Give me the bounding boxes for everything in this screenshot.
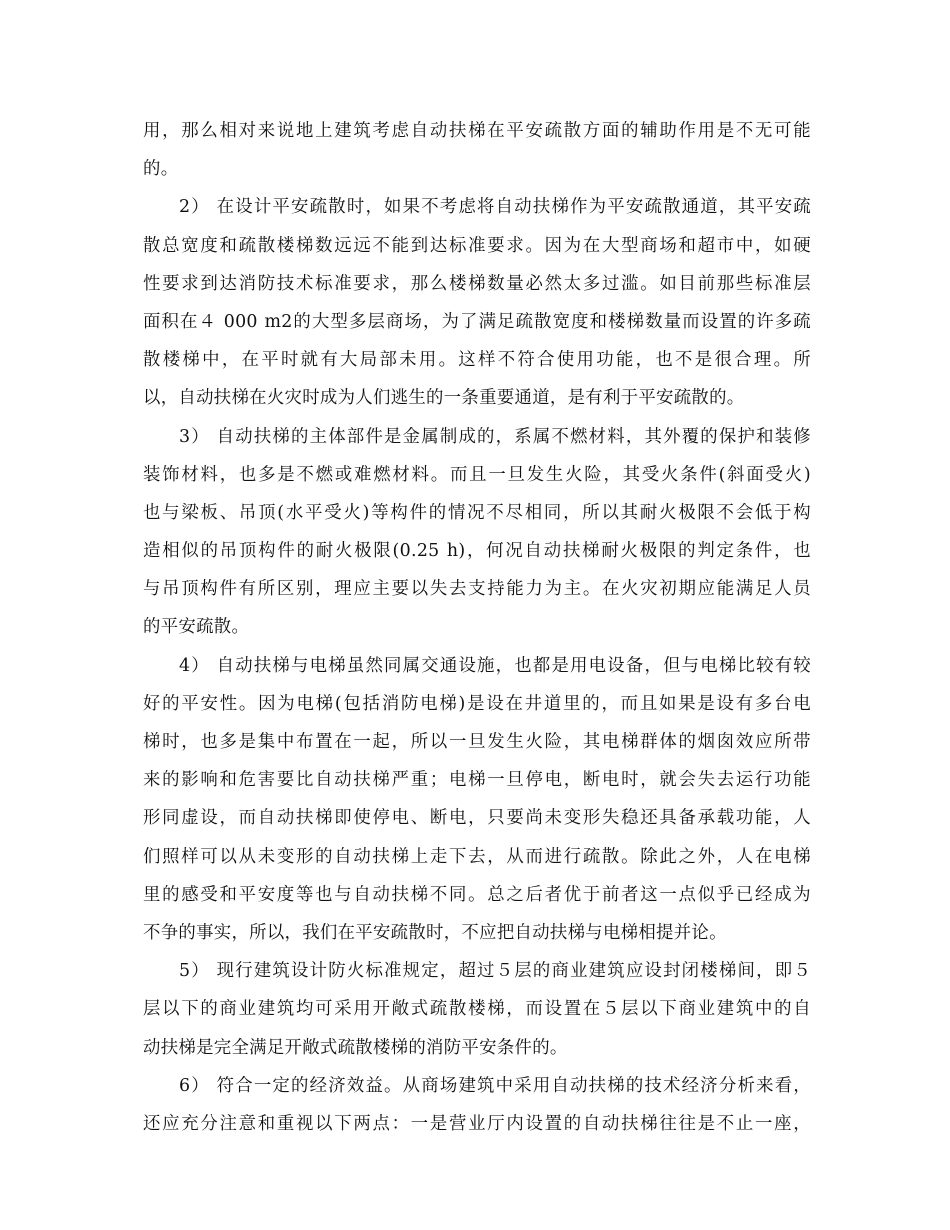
text-line: 散总宽度和疏散楼梯数远远不能到达标准要求。因为在大型商场和超市中，如硬 bbox=[143, 235, 811, 256]
text-line: 以，自动扶梯在火灾时成为人们逃生的一条重要通道，是有利于平安疏散的。 bbox=[143, 388, 745, 409]
text-line: 梯时，也多是集中布置在一起，所以一旦发生火险，其电梯群体的烟囱效应所带 bbox=[143, 732, 811, 752]
text-line: 装饰材料，也多是不燃或难燃材料。而且一旦发生火险，其受火条件(斜面受火) bbox=[143, 464, 811, 485]
text-line: 与吊顶构件有所区别，理应主要以失去支持能力为主。在火灾初期应能满足人员 bbox=[143, 579, 811, 600]
text-line: 里的感受和平安度等也与自动扶梯不同。总之后者优于前者这一点似乎已经成为 bbox=[143, 884, 811, 905]
text-line: 们照样可以从未变形的自动扶梯上走下去，从而进行疏散。除此之外，人在电梯 bbox=[143, 846, 811, 867]
text-line: 性要求到达消防技术标准要求，那么楼梯数量必然太多过滥。如目前那些标准层 bbox=[143, 273, 811, 294]
text-line: 散楼梯中，在平时就有大局部未用。这样不符合使用功能，也不是很合理。所 bbox=[143, 350, 811, 371]
text-line: 动扶梯是完全满足开敞式疏散楼梯的消防平安条件的。 bbox=[143, 1037, 568, 1058]
text-line: 来的影响和危害要比自动扶梯严重；电梯一旦停电，断电时，就会失去运行功能 bbox=[143, 770, 811, 791]
text-line: 的。 bbox=[143, 159, 179, 180]
text-line: 的平安疏散。 bbox=[143, 617, 250, 638]
text-line: 好的平安性。因为电梯(包括消防电梯)是设在井道里的，而且如果是设有多台电 bbox=[143, 693, 811, 714]
text-line: 4） 自动扶梯与电梯虽然同属交通设施，也都是用电设备，但与电梯比较有较 bbox=[179, 655, 811, 676]
text-line: 6） 符合一定的经济效益。从商场建筑中采用自动扶梯的技术经济分析来看， bbox=[179, 1075, 811, 1096]
text-line: 造相似的吊顶构件的耐火极限(0.25 h)，何况自动扶梯耐火极限的判定条件，也 bbox=[143, 541, 811, 562]
text-line: 不争的事实，所以，我们在平安疏散时，不应把自动扶梯与电梯相提并论。 bbox=[143, 922, 727, 943]
text-line: 用，那么相对来说地上建筑考虑自动扶梯在平安疏散方面的辅助作用是不无可能 bbox=[143, 121, 811, 141]
text-line: 层以下的商业建筑均可采用开敞式疏散楼梯，而设置在５层以下商业建筑中的自 bbox=[143, 999, 811, 1020]
text-line: 面积在４ 000 m2的大型多层商场，为了满足疏散宽度和楼梯数量而设置的许多疏 bbox=[143, 311, 811, 332]
text-line: 5） 现行建筑设计防火标准规定，超过５层的商业建筑应设封闭楼梯间，即５ bbox=[179, 961, 811, 982]
text-line: 3） 自动扶梯的主体部件是金属制成的，系属不燃材料，其外覆的保护和装修 bbox=[179, 426, 811, 447]
text-line: 也与梁板、吊顶(水平受火)等构件的情况不尽相同，所以其耐火极限不会低于构 bbox=[143, 502, 811, 523]
text-line: 还应充分注意和重视以下两点：一是营业厅内设置的自动扶梯往往是不止一座， bbox=[143, 1113, 811, 1134]
text-line: 2） 在设计平安疏散时，如果不考虑将自动扶梯作为平安疏散通道，其平安疏 bbox=[179, 197, 811, 218]
body-text bbox=[143, 117, 811, 1148]
text-line: 形同虚设，而自动扶梯即使停电、断电，只要尚未变形失稳还具备承载功能，人 bbox=[143, 808, 811, 829]
